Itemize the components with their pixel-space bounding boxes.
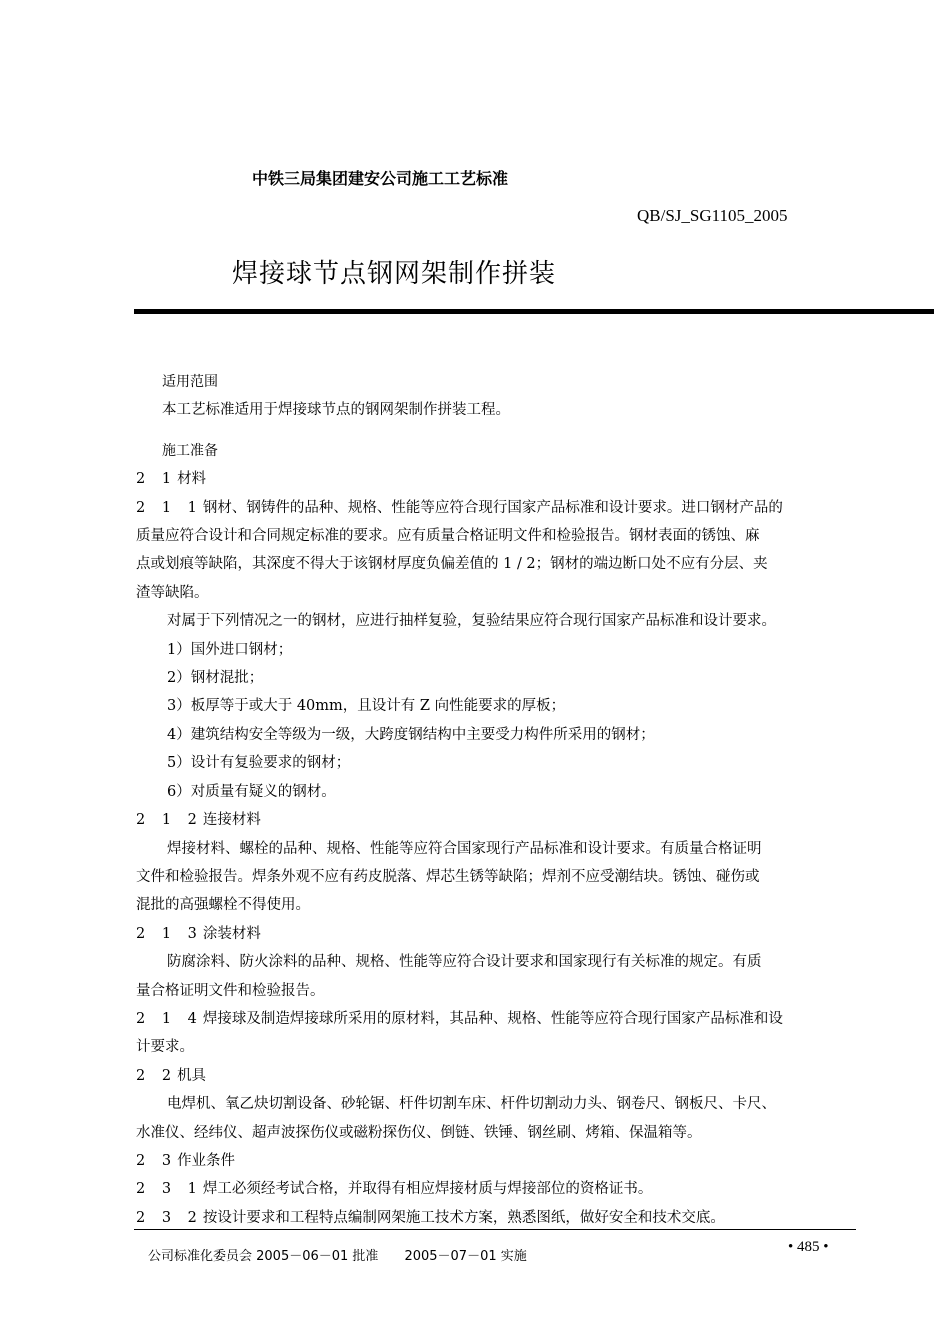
paragraph-line: 焊工必须经考试合格，并取得有相应焊接材质与焊接部位的资格证书。 bbox=[202, 1181, 653, 1198]
approval-date: 公司标准化委员会 2005－06－01 批准 bbox=[148, 1249, 379, 1264]
clause-2-1-2 bbox=[136, 806, 860, 834]
section-heading-preparation: 施工准备 bbox=[162, 442, 218, 459]
paragraph-line: 钢材、钢铸件的品种、规格、性能等应符合现行国家产品标准和设计要求。进口钢材产品的 bbox=[202, 499, 783, 516]
document-title: 焊接球节点钢网架制作拼装 bbox=[232, 259, 557, 289]
paragraph-line: 混批的高强螺栓不得使用。 bbox=[136, 897, 310, 914]
title-rule bbox=[134, 309, 934, 314]
paragraph-line: 按设计要求和工程特点编制网架施工技术方案，熟悉图纸，做好安全和技术交底。 bbox=[202, 1209, 725, 1226]
recheck-intro: 对属于下列情况之一的钢材，应进行抽样复验，复验结果应符合现行国家产品标准和设计要求。 bbox=[167, 613, 776, 630]
scope-text: 本工艺标准适用于焊接球节点的钢网架制作拼装工程。 bbox=[162, 402, 510, 419]
list-item: 2）钢材混批； bbox=[167, 670, 264, 687]
paragraph-line: 量合格证明文件和检验报告。 bbox=[136, 982, 325, 999]
paragraph-line: 质量应符合设计和合同规定标准的要求。应有质量合格证明文件和检验报告。钢材表面的锈蚀、麻 bbox=[136, 528, 760, 545]
standard-code: QB/SJ_SG1105_2005 bbox=[637, 206, 788, 225]
paragraph-line: 防腐涂料、防火涂料的品种、规格、性能等应符合设计要求和国家现行有关标准的规定。有质 bbox=[167, 954, 762, 971]
clause-number: 2 3 2 bbox=[136, 1209, 203, 1226]
clause-number: 2 1 4 bbox=[136, 1010, 203, 1027]
document-body bbox=[136, 368, 860, 1232]
organization-title: 中铁三局集团建安公司施工工艺标准 bbox=[252, 169, 509, 188]
paragraph-line: 渣等缺陷。 bbox=[136, 584, 209, 601]
list-item: 3）板厚等于或大于 40mm，且设计有 Z 向性能要求的厚板； bbox=[167, 698, 566, 715]
clause-2-3-1 bbox=[136, 1175, 860, 1203]
footer-rule bbox=[134, 1229, 856, 1230]
page-number: • 485 • bbox=[788, 1239, 829, 1255]
clause-2-1-4-line bbox=[136, 1005, 860, 1033]
footer-dates bbox=[148, 1245, 527, 1264]
section-heading-scope: 适用范围 bbox=[162, 374, 218, 390]
clause-number: 2 3 bbox=[136, 1152, 178, 1169]
list-item: 5）设计有复验要求的钢材； bbox=[167, 755, 351, 772]
clause-2-1 bbox=[136, 465, 860, 493]
clause-number: 2 1 bbox=[136, 471, 178, 488]
clause-2-2 bbox=[136, 1062, 860, 1090]
paragraph-line: 电焊机、氧乙炔切割设备、砂轮锯、杆件切割车床、杆件切割动力头、钢卷尺、钢板尺、卡尺、 bbox=[167, 1096, 776, 1113]
clause-2-1-3 bbox=[136, 920, 860, 948]
paragraph-line: 焊接球及制造焊接球所采用的原材料，其品种、规格、性能等应符合现行国家产品标准和设 bbox=[202, 1010, 783, 1027]
list-item: 1）国外进口钢材； bbox=[167, 641, 293, 658]
implementation-date: 2005－07－01 实施 bbox=[404, 1249, 527, 1264]
clause-2-1-1-line bbox=[136, 494, 860, 522]
clause-2-3-2 bbox=[136, 1204, 860, 1232]
clause-number: 2 1 3 bbox=[136, 925, 203, 942]
clause-title: 涂装材料 bbox=[202, 925, 261, 942]
paragraph-line: 文件和检验报告。焊条外观不应有药皮脱落、焊芯生锈等缺陷；焊剂不应受潮结块。锈蚀、碰伤或 bbox=[136, 868, 760, 885]
list-item: 4）建筑结构安全等级为一级，大跨度钢结构中主要受力构件所采用的钢材； bbox=[167, 726, 655, 743]
clause-2-3 bbox=[136, 1147, 860, 1175]
paragraph-line: 焊接材料、螺栓的品种、规格、性能等应符合国家现行产品标准和设计要求。有质量合格证明 bbox=[167, 840, 762, 857]
paragraph-line: 计要求。 bbox=[136, 1039, 194, 1056]
clause-number: 2 3 1 bbox=[136, 1181, 203, 1198]
clause-title: 作业条件 bbox=[177, 1152, 236, 1169]
clause-number: 2 1 1 bbox=[136, 499, 203, 516]
clause-title: 材料 bbox=[177, 471, 207, 488]
list-item: 6）对质量有疑义的钢材。 bbox=[167, 783, 336, 800]
clause-title: 机具 bbox=[177, 1067, 207, 1084]
clause-title: 连接材料 bbox=[202, 812, 261, 829]
clause-number: 2 2 bbox=[136, 1067, 178, 1084]
paragraph-line: 水准仪、经纬仪、超声波探伤仪或磁粉探伤仪、倒链、铁锤、钢丝刷、烤箱、保温箱等。 bbox=[136, 1124, 702, 1141]
paragraph-line: 点或划痕等缺陷，其深度不得大于该钢材厚度负偏差值的 1 / 2；钢材的端边断口处不应有分层、夹 bbox=[136, 556, 768, 573]
clause-number: 2 1 2 bbox=[136, 812, 203, 829]
